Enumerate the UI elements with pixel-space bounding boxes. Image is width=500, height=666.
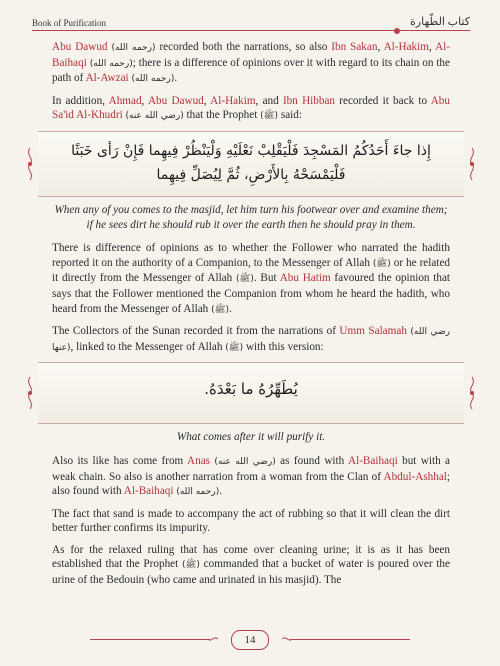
text-run: . But xyxy=(253,272,280,285)
floral-ornament-icon xyxy=(466,147,478,181)
narrator-name: Abdul-Ashhal xyxy=(383,470,447,483)
honorific: (ﷺ) xyxy=(260,111,279,122)
narrator-name: Al-Hakim xyxy=(210,94,256,107)
narrator-name: Anas xyxy=(187,454,211,467)
text-run: . xyxy=(174,72,178,85)
honorific: (ﷺ) xyxy=(182,560,200,571)
paragraph-6: The fact that sand is made to accompany the act of rubbing so that it will clean the dirt better further confirms its impurity. xyxy=(52,507,450,535)
arabic-line: فَلْيَمْسَحْهُ بِالأَرْضِ، ثُمَّ لِيُصَلِّ فِيهِما xyxy=(156,166,346,183)
honorific: (رحمه الله) xyxy=(131,74,175,85)
footer-rule xyxy=(90,639,210,640)
narrator-name: Ibn Sakan xyxy=(331,41,378,53)
narrator-name: Al-Awzai xyxy=(85,72,129,85)
narrator-name: Ahmad xyxy=(108,94,142,107)
text-run: The Collectors of the Sunan recorded it from the narrations of xyxy=(52,325,340,338)
narrator-name: Abu Dawud xyxy=(147,94,204,107)
text-run: or he related it directly from the Messenger of Allah xyxy=(52,256,451,285)
honorific: (رضي الله عنه) xyxy=(214,456,276,467)
paragraph-7 xyxy=(52,543,450,588)
hadith-arabic-text xyxy=(68,139,434,187)
text-run: , and xyxy=(255,94,283,107)
narrator-name: Al-Baihaqi xyxy=(348,454,398,467)
text-run: As for the relaxed ruling that has come over cleaning urine; it is as it has been established that the Prophet xyxy=(52,543,450,571)
text-run: that the Prophet xyxy=(183,109,261,122)
honorific: (رحمه الله) xyxy=(176,487,220,498)
narrator-name: Abu Dawud xyxy=(52,41,108,53)
text-run: There is difference of opinions as to whether the Follower who narrated the hadith reported it on the authority of a Companion, to the Messenger of Allah xyxy=(52,242,450,269)
paragraph-2 xyxy=(52,94,450,124)
hadith-arabic-box xyxy=(38,362,464,424)
page-body xyxy=(52,40,450,595)
running-header xyxy=(32,14,470,36)
paragraph-3 xyxy=(52,241,450,317)
text-run: ; also found with xyxy=(52,470,450,498)
text-run: with this version: xyxy=(243,340,324,353)
honorific: (ﷺ) xyxy=(235,274,254,285)
narrator-name: Umm Salamah xyxy=(339,325,407,338)
text-run: said: xyxy=(278,109,302,122)
honorific: (ﷺ) xyxy=(372,258,391,269)
honorific: (رحمه الله) xyxy=(111,43,156,53)
text-run: Also its like has come from xyxy=(52,454,188,467)
paragraph-1 xyxy=(52,40,450,87)
honorific: (رضي الله عنه) xyxy=(125,111,184,122)
paragraph-5 xyxy=(52,454,450,500)
narrator-name: Al-Baihaqi xyxy=(123,485,174,498)
paragraph-4 xyxy=(52,324,450,355)
text-run: In addition, xyxy=(52,94,109,107)
narrator-name: Ibn Hibban xyxy=(282,94,336,107)
text-run: , linked to the Messenger of Allah xyxy=(70,340,226,353)
narrator-name: Al-Baihaqi xyxy=(52,41,450,69)
text-run: , xyxy=(203,94,211,107)
text-run: , xyxy=(377,41,384,53)
scroll-ornament-icon xyxy=(208,635,218,643)
text-run: recorded both the narrations, so also xyxy=(155,41,332,53)
hadith-translation: When any of you comes to the masjid, let him turn his footwear over and examine them; if he sees dirt he should rub it over the earth then he should pray in them. xyxy=(54,203,448,231)
text-run: . xyxy=(228,302,232,315)
footer-rule xyxy=(290,639,410,640)
floral-ornament-icon xyxy=(24,376,36,410)
honorific: (ﷺ) xyxy=(225,342,244,353)
header-rule xyxy=(32,30,470,31)
text-run: , xyxy=(141,94,148,107)
text-run: recorded it back to xyxy=(335,94,431,107)
floral-ornament-icon xyxy=(24,147,36,181)
floral-ornament-icon xyxy=(466,376,478,410)
text-run: commanded that a bucket of water is poured over the urine of the Bedouin (who came and urinated in his masjid). The xyxy=(52,558,450,587)
hadith-arabic-box xyxy=(38,131,464,197)
header-book-title: Book of Purification xyxy=(32,18,106,28)
honorific: (رضي الله عنها) xyxy=(52,327,451,353)
narrator-name: Abu Sa'id Al-Khudri xyxy=(52,94,450,122)
narrator-name: Al-Hakim xyxy=(383,41,429,53)
header-arabic-title: كتاب الطّهارة xyxy=(410,16,470,28)
text-run: ; there is a difference of opinions over it with regard to its chain on the path of xyxy=(52,56,450,85)
arabic-line: إِذا جاءَ أَحَدُكُمُ المَسْجِدَ فَلْيَقْلِبْ نَعْلَيْهِ وَلْيَنْظُرْ فِيهِما فَإِنْ رَأى خَبَثًا xyxy=(71,142,431,159)
text-run: favoured the opinion that says that the Follower mentioned the Companion from whom he heard the hadith, who heard from the Messenger of Allah xyxy=(52,272,451,315)
hadith-arabic-text: يُطَهِّرُهُ ما بَعْدَهُ. xyxy=(204,380,298,399)
text-run: as found with xyxy=(275,454,349,467)
hadith-translation: What comes after it will purify it. xyxy=(176,431,326,444)
page-number: 14 xyxy=(231,630,269,650)
text-run: , xyxy=(428,41,436,53)
narrator-name: Abu Hatim xyxy=(279,272,331,285)
text-run: but with a weak chain. So also is another narration from a woman from the Clan of xyxy=(52,454,451,483)
page-footer xyxy=(90,630,410,650)
honorific: (رحمه الله) xyxy=(89,58,133,69)
text-run: . xyxy=(219,485,222,498)
honorific: (ﷺ) xyxy=(211,304,229,315)
